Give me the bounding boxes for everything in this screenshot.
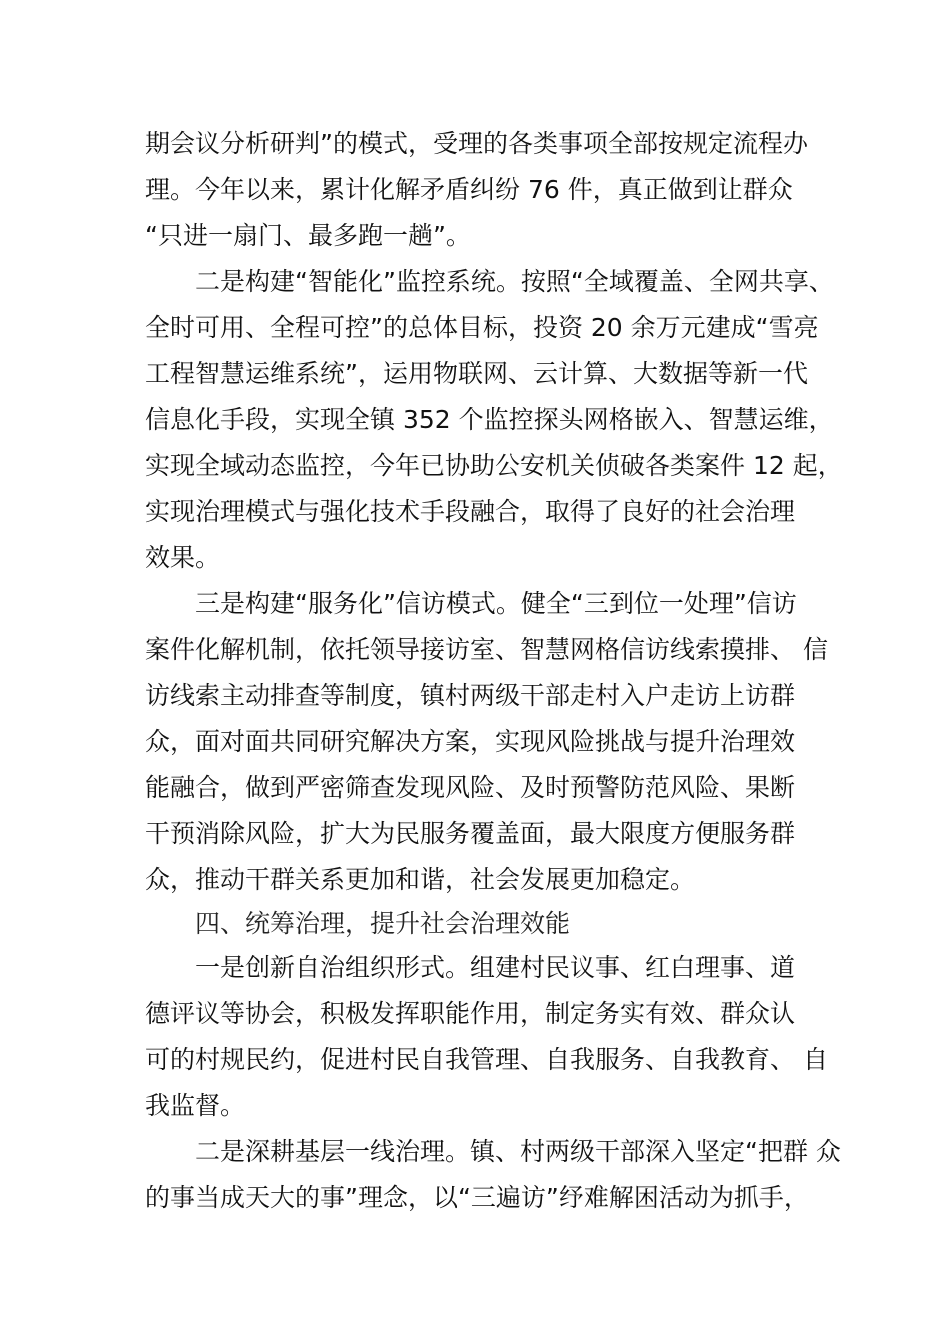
section-heading: 四、统筹治理，提升社会治理效能 (195, 909, 571, 938)
paragraph-line: 我监督。 (145, 1091, 246, 1120)
paragraph-line: 众，面对面共同研究解决方案，实现风险挑战与提升治理效 (145, 727, 796, 756)
paragraph-line: 案件化解机制，依托领导接访室、智慧网格信访线索摸排、 信 (145, 635, 828, 664)
paragraph-line: 二是深耕基层一线治理。镇、村两级干部深入坚定“把群 众 (195, 1137, 841, 1166)
paragraph-line: 信息化手段，实现全镇 352 个监控探头网格嵌入、智慧运维， (145, 405, 834, 434)
paragraph-line: 访线索主动排查等制度，镇村两级干部走村入户走访上访群 (145, 681, 796, 710)
paragraph-line: 二是构建“智能化”监控系统。按照“全域覆盖、全网共享、 (195, 267, 834, 296)
paragraph-line: 的事当成天大的事”理念，以“三遍访”纾难解困活动为抓手， (145, 1183, 809, 1212)
paragraph-line: 实现全域动态监控，今年已协助公安机关侦破各类案件 12 起， (145, 451, 843, 480)
paragraph-line: 期会议分析研判”的模式，受理的各类事项全部按规定流程办 (145, 129, 808, 158)
paragraph-line: “只进一扇门、最多跑一趟”。 (145, 221, 471, 250)
paragraph-line: 全时可用、全程可控”的总体目标，投资 20 余万元建成“雪亮 (145, 313, 819, 342)
paragraph-line: 一是创新自治组织形式。组建村民议事、红白理事、道 (195, 953, 796, 982)
paragraph-line: 效果。 (145, 543, 221, 572)
paragraph-line: 工程智慧运维系统”，运用物联网、云计算、大数据等新一代 (145, 359, 808, 388)
paragraph-line: 可的村规民约，促进村民自我管理、自我服务、自我教育、 自 (145, 1045, 828, 1074)
paragraph-line: 理。今年以来，累计化解矛盾纠纷 76 件，真正做到让群众 (145, 175, 793, 204)
paragraph-line: 能融合，做到严密筛查发现风险、及时预警防范风险、果断 (145, 773, 796, 802)
paragraph-line: 德评议等协会，积极发挥职能作用，制定务实有效、群众认 (145, 999, 796, 1028)
paragraph-line: 实现治理模式与强化技术手段融合，取得了良好的社会治理 (145, 497, 796, 526)
paragraph-line: 干预消除风险，扩大为民服务覆盖面，最大限度方便服务群 (145, 819, 796, 848)
paragraph-line: 众，推动干群关系更加和谐，社会发展更加稳定。 (145, 865, 696, 894)
paragraph-line: 三是构建“服务化”信访模式。健全“三到位一处理”信访 (195, 589, 797, 618)
